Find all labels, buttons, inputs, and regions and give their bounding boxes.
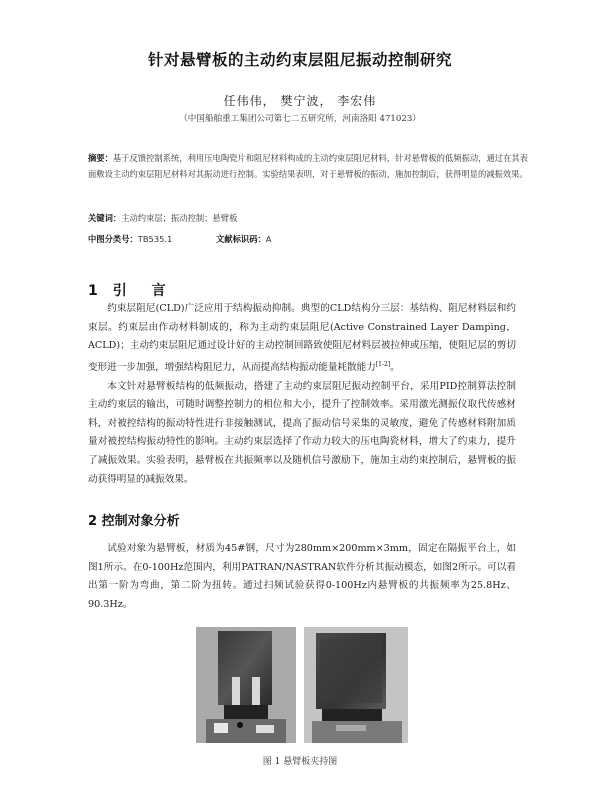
keywords-text: 主动约束层；振动控制；悬臂板	[121, 213, 238, 223]
para1-end: 。	[390, 361, 400, 373]
photo-right	[304, 627, 408, 743]
keywords	[88, 212, 237, 224]
section-1-title: 引 言	[112, 283, 176, 299]
section-2-heading: 2 控制对象分析	[88, 514, 180, 529]
doc-label: 文献标识码：	[216, 234, 266, 244]
class-label: 中图分类号：	[88, 234, 138, 244]
section-2-body	[88, 540, 516, 614]
paper-affiliation: （中国船舶重工集团公司第七二五研究所，河南洛阳 471023）	[179, 114, 421, 124]
figure-1-photos	[196, 627, 408, 743]
section-2-paragraph-1: 试验对象为悬臂板，材质为45#钢，尺寸为280mm×200mm×3mm，固定在隔振平台上，如图1所示。在0-100Hz范围内，利用PATRAN/NASTRAN软件分析其振动模态，如图2所示。可以看出第一阶为弯曲，第二阶为扭转。通过扫频试验获得0-100Hz内悬臂板的共振频率为25.8Hz、90.3Hz。	[88, 543, 516, 610]
doc-value: A	[265, 234, 272, 244]
para1-citation: [1-2]	[375, 360, 391, 368]
figure-1-caption: 图 1 悬臂板夹持图	[262, 757, 338, 767]
section-1-paragraph-2: 本文针对悬臂板结构的低频振动，搭建了主动约束层阻尼振动控制平台，采用PID控制算法控制主动约束层的输出，可随时调整控制力的相位和大小，提升了控制效率。采用激光测振仪取代传感材料，对被控结构的振动特性进行非接触测试，提高了振动信号采集的灵敏度，避免了传感材料附加质量对被控结构振动特性的影响。主动约束层选择了作动力较大的压电陶瓷材料，增大了约束力，提升了减振效果。实验表明，悬臂板在共振频率以及随机信号激励下，施加主动约束控制后，悬臂板的振动获得明显的减振效果。	[88, 380, 516, 485]
keywords-label: 关键词：	[88, 213, 122, 223]
paper-authors: 任伟伟， 樊宁波， 李宏伟	[223, 94, 377, 108]
abstract-text: 基于反馈控制系统，利用压电陶瓷片和阻尼材料构成的主动约束层阻尼材料，针对悬臂板的低频振动，通过在其表面敷设主动约束层阻尼材料对其振动进行控制。实验结果表明，对于悬臂板的振动，施加控制后，获得明显的减振效果。	[88, 153, 528, 179]
section-1-number: 1	[88, 283, 99, 299]
class-value: TB535.1	[137, 234, 173, 244]
section-1-heading	[88, 280, 176, 300]
section-1-paragraph-1	[88, 300, 516, 378]
abstract-label: 摘要：	[88, 153, 113, 163]
section-1-body	[88, 300, 516, 489]
cantilever-plate-left	[218, 631, 272, 705]
classification-line	[88, 233, 272, 245]
paper-title: 针对悬臂板的主动约束层阻尼振动控制研究	[147, 51, 452, 69]
photo-left	[196, 627, 296, 743]
abstract	[88, 150, 528, 182]
para1-text: 约束层阻尼(CLD)广泛应用于结构振动抑制。典型的CLD结构分三层：基结构、阻尼材料层和约束层。约束层由作动材料制成的，称为主动约束层阻尼(Active Constrained Layer Damping，ACLD)；主动约束层阻尼通过设计好的主动控制回路致使阻尼材料层被拉伸或压缩，使阻尼层的剪切变形进一步加强，增强结构阻尼力，从而提高结构振动能量耗散能力	[88, 303, 516, 373]
